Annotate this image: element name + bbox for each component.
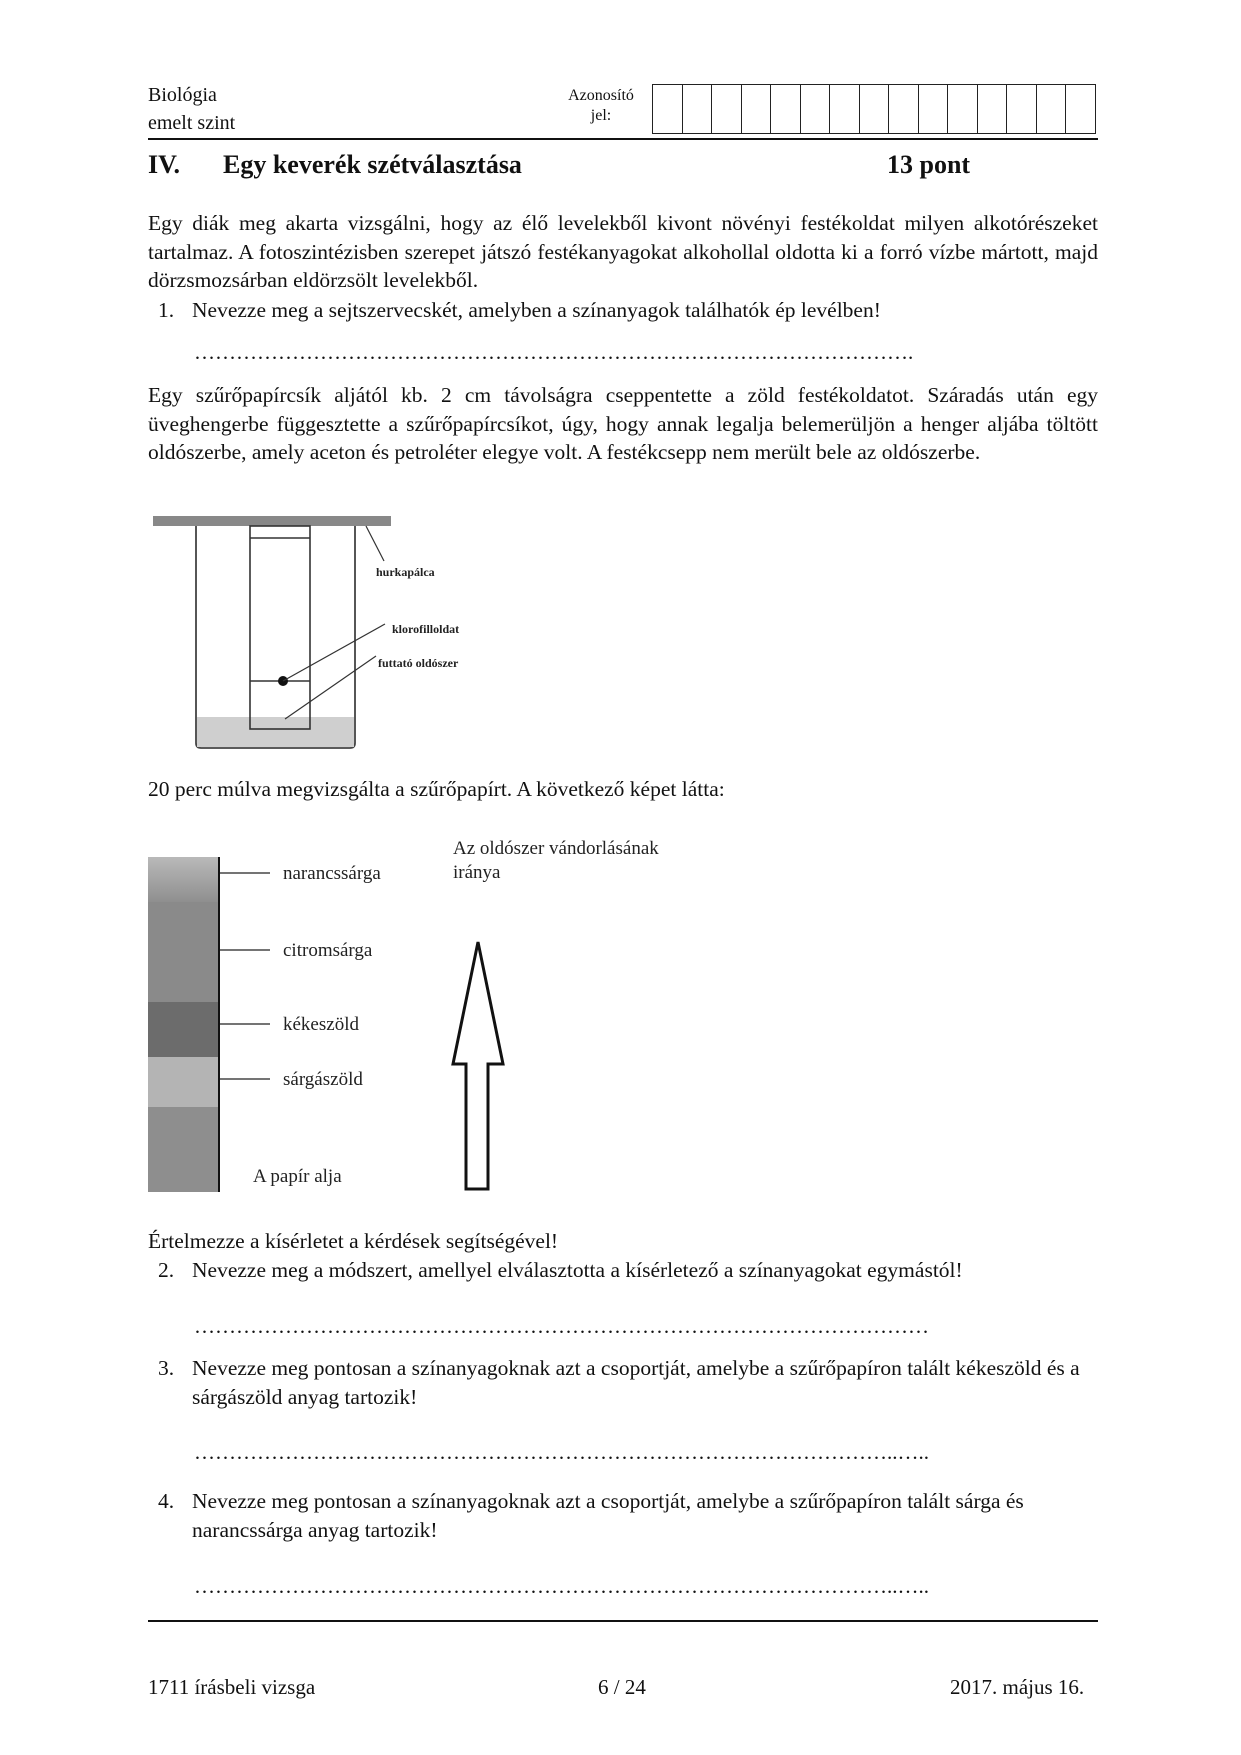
result-intro: 20 perc múlva megvizsgálta a szűrőpapírt. A következő képet látta:	[148, 777, 725, 801]
arrow-up-icon	[453, 942, 503, 1189]
question-3	[148, 1354, 1098, 1411]
id-box[interactable]	[1007, 85, 1037, 133]
paper-bottom-label: A papír alja	[253, 1166, 342, 1187]
band-bottom	[148, 1107, 220, 1192]
level-label: emelt szint	[148, 112, 236, 134]
question-text: Nevezze meg a sejtszervecskét, amelyben a színanyagok találhatók ép levélben!	[192, 298, 881, 322]
footer-rule	[148, 1620, 1098, 1622]
band-label-yellowgreen: sárgászöld	[283, 1069, 363, 1090]
subject-label: Biológia	[148, 84, 217, 106]
id-box[interactable]	[948, 85, 978, 133]
answer-line-2[interactable]: ……………………………………………………………………………………………	[194, 1314, 929, 1338]
footer-date: 2017. május 16.	[950, 1675, 1085, 1699]
id-box[interactable]	[742, 85, 772, 133]
question-number: 2.	[158, 1258, 175, 1282]
setup-paragraph: Egy szűrőpapírcsík aljától kb. 2 cm távolságra cseppentette a zöld festékoldatot. Száradás után egy üveghengerbe függesztette a szűrőpapírcsíkot, úgy, hogy annak legalja belemerüljön a henger aljába töltött oldószerbe, amely aceton és petroléter elegye volt. A festékcsepp nem merült bele az oldószerbe.	[148, 383, 1098, 464]
glass-cylinder	[196, 526, 355, 748]
section-title: Egy keverék szétválasztása	[223, 150, 522, 179]
question-text: Nevezze meg pontosan a színanyagoknak azt a csoportját, amelybe a szűrőpapíron talált kékeszöld és a sárgászöld anyag tartozik!	[192, 1356, 1080, 1409]
answer-line-3[interactable]: ………………………………………………………………………………………..…..	[194, 1440, 929, 1464]
band-bluegreen	[148, 1002, 220, 1057]
arrow-label-line2: iránya	[453, 862, 501, 883]
band-lemon	[148, 902, 220, 1002]
section-points: 13 pont	[887, 150, 971, 179]
id-box[interactable]	[889, 85, 919, 133]
id-box[interactable]	[683, 85, 713, 133]
question-number: 1.	[158, 298, 175, 322]
id-box[interactable]	[801, 85, 831, 133]
band-top	[148, 857, 220, 902]
solvent-fill	[197, 717, 354, 747]
question-text: Nevezze meg pontosan a színanyagoknak azt a csoportját, amelybe a szűrőpapíron talált sárga és narancssárga anyag tartozik!	[192, 1489, 1024, 1542]
id-box[interactable]	[653, 85, 683, 133]
intro-paragraph: Egy diák meg akarta vizsgálni, hogy az élő levelekből kivont növényi festékoldat milyen alkotórészeket tartalmaz. A fotoszintézisben szerepet játszó festékanyagokat alkohollal oldotta ki a forró vízbe mártott, majd dörzsmozsárban eldörzsölt levelekből.	[148, 211, 1098, 292]
interpret-intro: Értelmezze a kísérletet a kérdések segítségével!	[148, 1229, 559, 1253]
label-rod: hurkapálca	[376, 565, 435, 579]
band-yellowgreen	[148, 1057, 220, 1107]
question-text: Nevezze meg a módszert, amellyel elválasztotta a kísérletező a színanyagokat egymástól!	[192, 1258, 963, 1282]
question-number: 4.	[158, 1489, 175, 1513]
rod-bar	[153, 516, 391, 526]
question-2	[148, 1256, 1098, 1285]
answer-line-4[interactable]: ………………………………………………………………………………………..…..	[194, 1574, 929, 1598]
question-number: 3.	[158, 1356, 175, 1380]
label-spot: klorofilloldat	[392, 622, 460, 636]
id-label-line2: jel:	[590, 107, 612, 124]
footer-exam: 1711 írásbeli vizsga	[148, 1675, 316, 1699]
question-4	[148, 1487, 1098, 1544]
id-label-line1: Azonosító	[568, 87, 634, 104]
band-label-bluegreen: kékeszöld	[283, 1014, 359, 1035]
apparatus-diagram	[150, 510, 490, 755]
id-boxes[interactable]	[652, 84, 1096, 134]
id-box[interactable]	[919, 85, 949, 133]
id-box[interactable]	[712, 85, 742, 133]
section-number: IV.	[148, 150, 181, 179]
band-label-lemon: citromsárga	[283, 940, 373, 961]
label-solvent: futtató oldószer	[378, 656, 459, 670]
id-box[interactable]	[771, 85, 801, 133]
question-1	[148, 296, 1098, 325]
id-box[interactable]	[860, 85, 890, 133]
header-rule	[148, 138, 1098, 140]
id-box[interactable]	[1066, 85, 1095, 133]
band-label-orange: narancssárga	[283, 863, 381, 884]
footer-page: 6 / 24	[598, 1675, 646, 1699]
id-label	[556, 86, 646, 126]
id-box[interactable]	[1037, 85, 1067, 133]
answer-line-1[interactable]: ………………………………………………………………………………………….	[194, 340, 914, 364]
paper-strip	[250, 526, 310, 729]
id-box[interactable]	[978, 85, 1008, 133]
id-box[interactable]	[830, 85, 860, 133]
chromatogram-figure	[148, 832, 708, 1202]
arrow-label-line1: Az oldószer vándorlásának	[453, 838, 659, 859]
